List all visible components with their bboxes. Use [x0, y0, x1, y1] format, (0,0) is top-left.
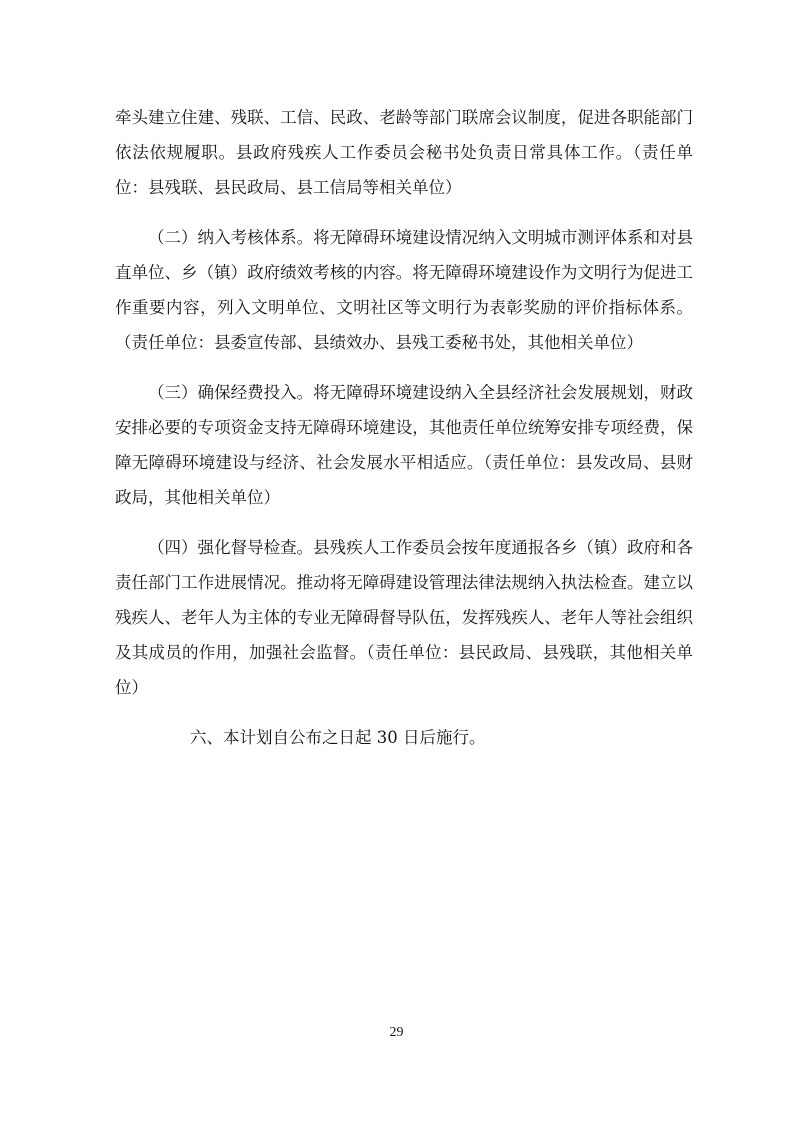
paragraph-joint-meeting-continuation: 牵头建立住建、残联、工信、民政、老龄等部门联席会议制度，促进各职能部门依法依规履职。县政府残疾人工作委员会秘书处负责日常具体工作。（责任单位：县残联、县民政局、县工信局等相关单位） [115, 108, 693, 197]
paragraph-effective-date: 六、本计划自公布之日起 30 日后施行。 [190, 728, 486, 747]
document-body [115, 100, 693, 755]
paragraph-assessment-system: （二）纳入考核体系。将无障碍环境建设情况纳入文明城市测评体系和对县直单位、乡（镇）政府绩效考核的内容。将无障碍环境建设作为文明行为促进工作重要内容，列入文明单位、文明社区等文明行为表彰奖励的评价指标体系。（责任单位：县委宣传部、县绩效办、县残工委秘书处，其他相关单位） [115, 228, 693, 352]
paragraph-supervision-inspection: （四）强化督导检查。县残疾人工作委员会按年度通报各乡（镇）政府和各责任部门工作进展情况。推动将无障碍建设管理法律法规纳入执法检查。建立以残疾人、老年人为主体的专业无障碍督导队伍，发挥残疾人、老年人等社会组织及其成员的作用，加强社会监督。（责任单位：县民政局、县残联，其他相关单位） [115, 538, 693, 697]
paragraph-funding-guarantee: （三）确保经费投入。将无障碍环境建设纳入全县经济社会发展规划，财政安排必要的专项资金支持无障碍环境建设，其他责任单位统筹安排专项经费，保障无障碍环境建设与经济、社会发展水平相适应。（责任单位：县发改局、县财政局，其他相关单位） [115, 383, 693, 507]
page-number: 29 [389, 1025, 404, 1040]
